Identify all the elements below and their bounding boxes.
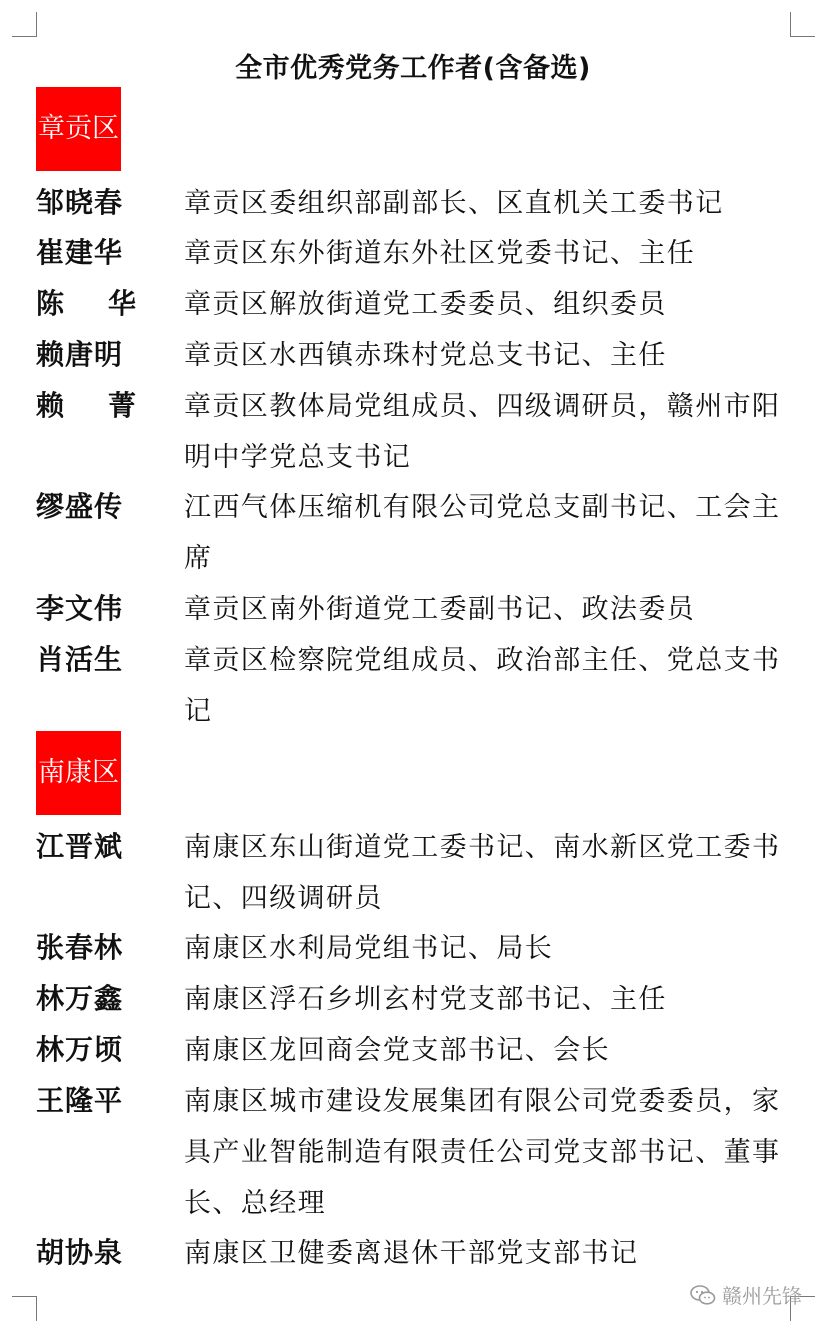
- person-position: 南康区东山街道党工委书记、南水新区党工委书记、四级调研员: [184, 832, 781, 914]
- person-name: 缪盛传: [36, 490, 124, 523]
- person-position: 章贡区教体局党组成员、四级调研员，赣州市阳明中学党总支书记: [184, 391, 781, 473]
- person-name: 张春林: [36, 931, 124, 964]
- person-position: 南康区龙回商会党支部书记、会长: [184, 1035, 610, 1066]
- person-name: 赖 菁: [36, 389, 137, 422]
- person-name: 林万顷: [36, 1033, 124, 1066]
- person-name: 崔建华: [36, 236, 124, 269]
- person-position: 江西气体压缩机有限公司党总支副书记、工会主席: [184, 492, 781, 574]
- person-position: 章贡区解放街道党工委委员、组织委员: [184, 289, 667, 320]
- person-name: 林万鑫: [36, 982, 124, 1015]
- district-tag: 章贡区: [36, 87, 121, 171]
- person-name: 胡协泉: [36, 1236, 124, 1269]
- person-name: 赖唐明: [36, 338, 124, 371]
- person-position: 南康区水利局党组书记、局长: [184, 933, 554, 964]
- crop-mark-top-left: [12, 12, 37, 37]
- watermark: [690, 1280, 802, 1309]
- page-title: 全市优秀党务工作者(含备选): [235, 53, 591, 84]
- person-position: 南康区城市建设发展集团有限公司党委委员，家具产业智能制造有限责任公司党支部书记、董事长、总经理: [184, 1086, 781, 1219]
- person-name: 陈 华: [36, 287, 137, 320]
- person-name: 江晋斌: [36, 830, 124, 863]
- person-position: 章贡区检察院党组成员、政治部主任、党总支书记: [184, 645, 781, 727]
- section-header-zhanggong: [36, 87, 121, 171]
- person-position: 章贡区南外街道党工委副书记、政法委员: [184, 594, 696, 625]
- person-position: 南康区浮石乡圳玄村党支部书记、主任: [184, 984, 667, 1015]
- wechat-chat-bubble-icon: [690, 1284, 716, 1306]
- section-header-nankang: [36, 731, 121, 815]
- watermark-text: 赣州先锋: [722, 1284, 802, 1308]
- person-name: 李文伟: [36, 592, 124, 625]
- person-position: 章贡区委组织部副部长、区直机关工委书记: [184, 188, 724, 219]
- crop-mark-bottom-left: [12, 1296, 37, 1321]
- person-position: 章贡区水西镇赤珠村党总支书记、主任: [184, 340, 667, 371]
- person-position: 章贡区东外街道东外社区党委书记、主任: [184, 238, 696, 269]
- crop-mark-top-right: [790, 12, 815, 37]
- person-name: 肖活生: [36, 643, 124, 676]
- person-position: 南康区卫健委离退休干部党支部书记: [184, 1238, 639, 1269]
- person-name: 邹晓春: [36, 186, 124, 219]
- person-name: 王隆平: [36, 1084, 124, 1117]
- district-tag: 南康区: [36, 731, 121, 815]
